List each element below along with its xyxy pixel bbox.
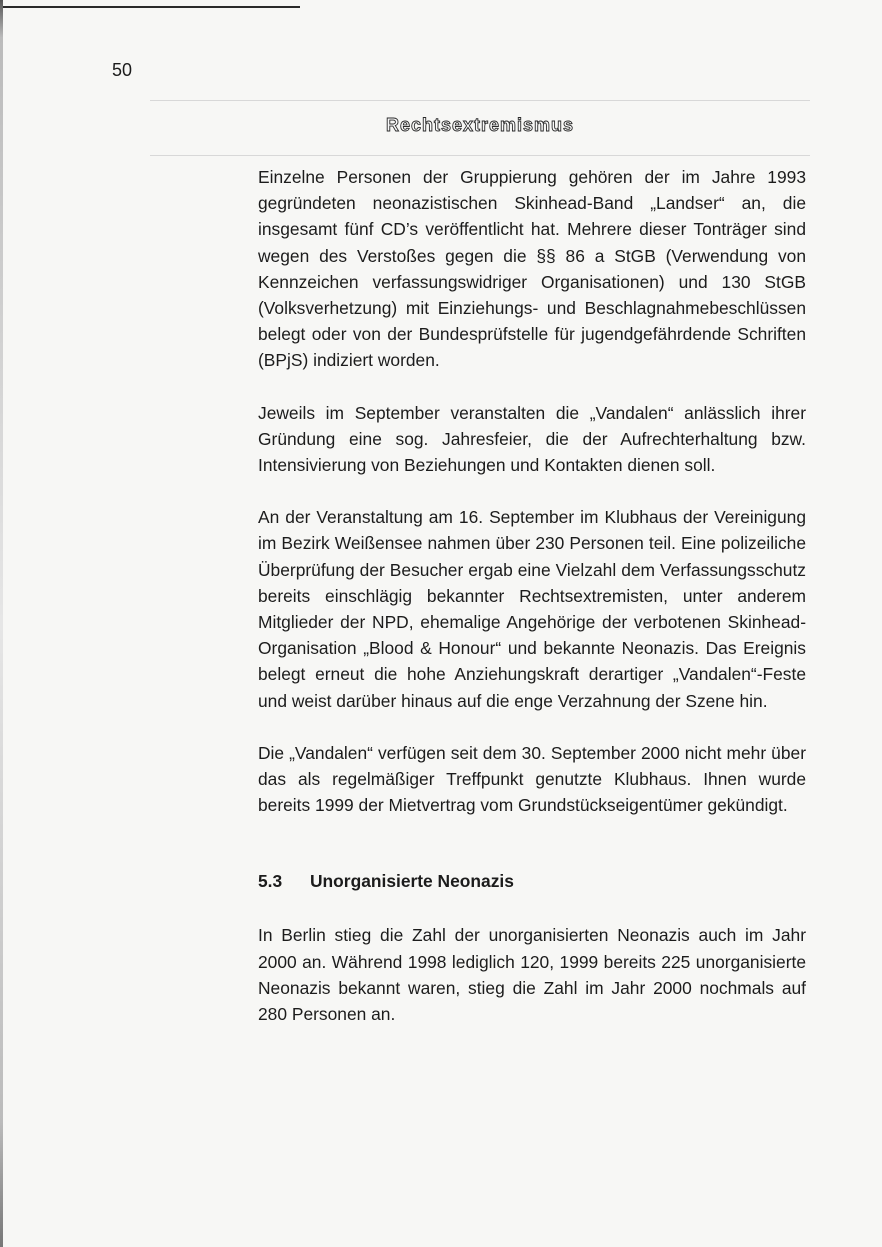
section-heading [258, 868, 806, 894]
paragraph-veranstaltung: An der Veranstaltung am 16. September im Klubhaus der Vereinigung im Bezirk Weißensee nahmen über 230 Personen teil. Eine polizeiliche Überprüfung der Besucher ergab eine Vielzahl dem Verfassungsschutz bereits einschlägig bekannter Rechtsextremisten, unter anderem Mitglieder der NPD, ehemalige Angehörige der verbotenen Skinhead-Organisation „Blood & Honour“ und bekannte Neonazis. Das Ereignis belegt erneut die hohe Anziehungskraft derartiger „Vandalen“-Feste und weist darüber hinaus auf die enge Verzahnung der Szene hin. [258, 507, 806, 711]
page-number: 50 [112, 60, 133, 80]
header-rule-bottom [150, 155, 810, 156]
paragraph-unorganisierte-neonazis: In Berlin stieg die Zahl der unorganisierten Neonazis auch im Jahr 2000 an. Während 1998 lediglich 120, 1999 bereits 225 unorganisierte Neonazis bekannt waren, stieg die Zahl im Jahr 2000 nochmals auf 280 Personen an. [258, 925, 806, 1025]
paragraph-landser: Einzelne Personen der Gruppierung gehören der im Jahre 1993 gegründeten neonazistischen Skinhead-Band „Landser“ an, die insgesamt fünf CD’s veröffentlicht hat. Mehrere dieser Tonträger sind wegen des Verstoßes gegen die §§ 86 a StGB (Verwendung von Kennzeichen verfassungswidriger Organisationen) und 130 StGB (Volksverhetzung) mit Einziehungs- und Beschlagnahmebeschlüssen belegt oder von der Bundesprüfstelle für jugendgefährdende Schriften (BPjS) indiziert worden. [258, 167, 806, 371]
scan-border-line [0, 6, 300, 8]
header-rule-top [150, 100, 810, 101]
body-text [258, 164, 806, 1053]
section-title: Unorganisierte Neonazis [310, 871, 514, 892]
scan-edge-shadow [0, 0, 3, 1247]
paragraph-jahresfeier: Jeweils im September veranstalten die „Vandalen“ anlässlich ihrer Gründung eine sog. Jahresfeier, die der Aufrechterhaltung bzw. Intensivierung von Beziehungen und Kontakten dienen soll. [258, 402, 806, 476]
running-head: Rechtsextremismus [385, 115, 575, 135]
paragraph-klubhaus: Die „Vandalen“ verfügen seit dem 30. September 2000 nicht mehr über das als regelmäßiger Treffpunkt genutzte Klubhaus. Ihnen wurde bereits 1999 der Mietvertrag vom Grundstückseigentümer gekündigt. [258, 742, 806, 816]
section-number: 5.3 [258, 871, 283, 892]
